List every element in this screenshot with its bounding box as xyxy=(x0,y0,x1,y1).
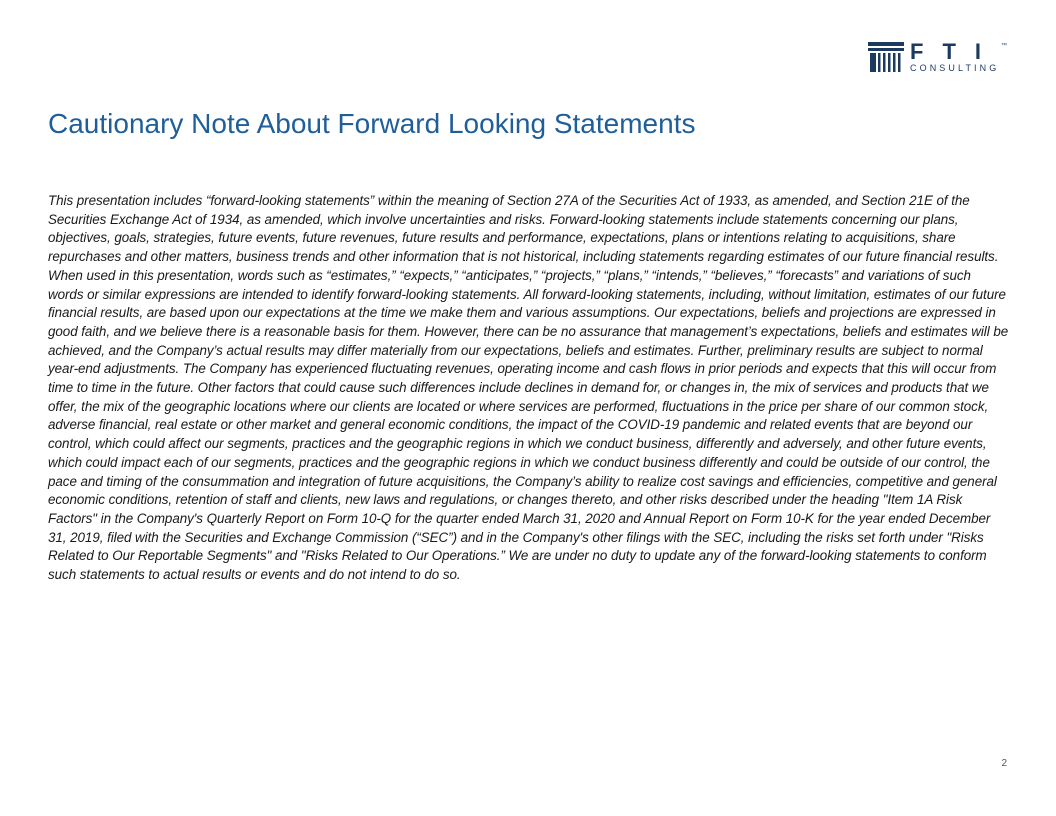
company-logo xyxy=(868,39,1010,74)
logo-subtitle: CONSULTING xyxy=(910,63,1000,73)
logo-trademark: ™ xyxy=(1001,43,1007,49)
disclaimer-paragraph: This presentation includes “forward-looking statements” within the meaning of Section 27A of the Securities Act of 1933, as amended, and Section 21E of the Securities Exchange Act of 1934, as amended, which involve uncertainties and risks. Forward-looking statements include statements concerning our plans, objectives, goals, strategies, future events, future revenues, future results and performance, expectations, plans or intentions relating to acquisitions, share repurchases and other matters, business trends and other information that is not historical, including statements regarding estimates of our future financial results. When used in this presentation, words such as “estimates,” “expects,” “anticipates,” “projects,” “plans,” “intends,” “believes,” “forecasts” and variations of such words or similar expressions are intended to identify forward-looking statements. All forward-looking statements, including, without limitation, estimates of our future financial results, are based upon our expectations at the time we make them and various assumptions. Our expectations, beliefs and projections are expressed in good faith, and we believe there is a reasonable basis for them. However, there can be no assurance that management’s expectations, beliefs and estimates will be achieved, and the Company’s actual results may differ materially from our expectations, beliefs and estimates. Further, preliminary results are subject to normal year-end adjustments. The Company has experienced fluctuating revenues, operating income and cash flows in prior periods and expects that this will occur from time to time in the future. Other factors that could cause such differences include declines in demand for, or changes in, the mix of services and products that we offer, the mix of the geographic locations where our clients are located or where services are performed, fluctuations in the price per share of our common stock, adverse financial, real estate or other market and general economic conditions, the impact of the COVID-19 pandemic and related events that are beyond our control, which could affect our segments, practices and the geographic regions in which we conduct business, differently and adversely, and other future events, which could impact each of our segments, practices and the geographic regions in which we conduct business differently and could be outside of our control, the pace and timing of the consummation and integration of future acquisitions, the Company’s ability to realize cost savings and efficiencies, competitive and general economic conditions, retention of staff and clients, new laws and regulations, or changes thereto, and other risks described under the heading "Item 1A Risk Factors" in the Company's Quarterly Report on Form 10-Q for the quarter ended March 31, 2020 and Annual Report on Form 10-K for the year ended December 31, 2019, filed with the Securities and Exchange Commission (“SEC”) and in the Company's other filings with the SEC, including the risks set forth under "Risks Related to Our Reportable Segments" and "Risks Related to Our Operations.” We are under no duty to update any of the forward-looking statements to conform such statements to actual results or events and do not intend to do so. xyxy=(48,193,1009,583)
slide-title: Cautionary Note About Forward Looking Statements xyxy=(48,108,696,139)
page-number: 2 xyxy=(1001,758,1007,769)
fti-building-logo-icon xyxy=(868,42,904,72)
logo-wordmark: FTI xyxy=(910,39,1000,64)
